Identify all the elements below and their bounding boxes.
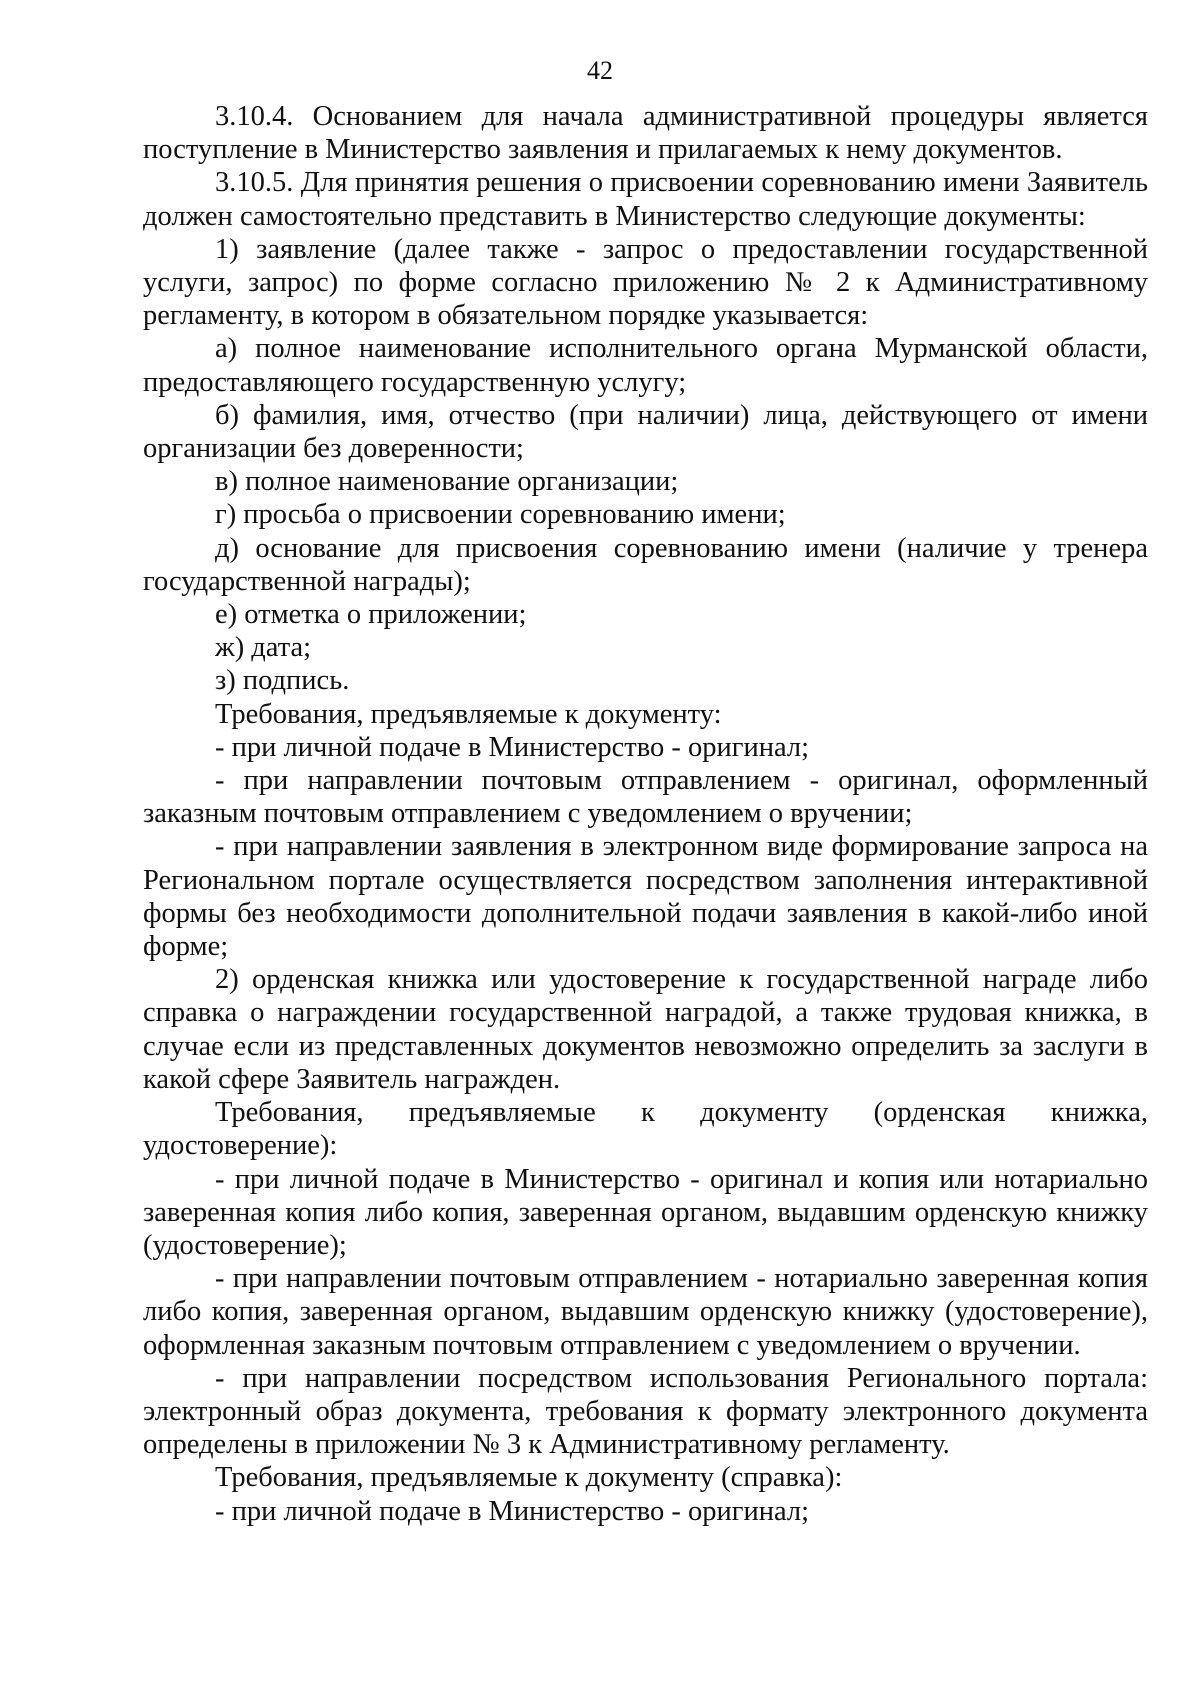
list-item-1-application: 1) заявление (далее также - запрос о предоставлении государственной услуги, запрос) по форме согласно приложению № 2 к Административному регламенту, в котором в обязательном порядке указывается: [143,233,1148,332]
page-number: 42 [587,56,613,85]
list-item-e: е) отметка о приложении; [215,599,527,631]
list-item-a: а) полное наименование исполнительного органа Мурманской области, предоставляющего государственную услугу; [143,333,1148,398]
list-item-g: г) просьба о присвоении соревнованию имени; [215,499,786,531]
requirement-award-portal: - при направлении посредством использования Регионального портала: электронный образ документа, требования к формату электронного документа определены в приложении № 3 к Административному регламенту. [143,1362,1148,1461]
requirement-in-person: - при личной подаче в Министерство - оригинал; [215,731,810,763]
paragraph-3-10-4: 3.10.4. Основанием для начала административной процедуры является поступление в Министерство заявления и прилагаемых к нему документов. [143,101,1148,166]
list-item-d: д) основание для присвоения соревнованию имени (наличие у тренера государственной награды); [143,532,1148,597]
requirement-award-in-person: - при личной подаче в Министерство - оригинал и копия или нотариально заверенная копия либо копия, заверенная органом, выдавшим орденскую книжку (удостоверение); [143,1163,1148,1261]
list-item-2-award-book: 2) орденская книжка или удостоверение к государственной награде либо справка о награждении государственной наградой, а также трудовая книжка, в случае если из представленных документов невозможно определить за заслуги в какой сфере Заявитель награжден. [143,964,1148,1095]
requirements-certificate-heading: Требования, предъявляемые к документу (справка): [215,1462,843,1494]
list-item-v: в) полное наименование организации; [215,466,679,498]
requirement-electronic: - при направлении заявления в электронном виде формирование запроса на Региональном портале осуществляется посредством заполнения интерактивной формы без необходимости дополнительной подачи заявления в какой-либо иной форме; [143,831,1148,963]
list-item-b: б) фамилия, имя, отчество (при наличии) лица, действующего от имени организации без доверенности; [143,399,1148,465]
paragraph-3-10-5: 3.10.5. Для принятия решения о присвоении соревнованию имени Заявитель должен самостоятельно представить в Министерство следующие документы: [143,167,1148,232]
requirements-award-book-heading: Требования, предъявляемые к документу (орденская книжка, удостоверение): [143,1097,1148,1162]
document-body [143,100,1148,1528]
list-item-z: з) подпись. [215,665,350,697]
requirement-certificate-in-person: - при личной подаче в Министерство - оригинал; [215,1495,810,1527]
requirement-award-by-mail: - при направлении почтовым отправлением - нотариально заверенная копия либо копия, заверенная органом, выдавшим орденскую книжку (удостоверение), оформленная заказным почтовым отправлением с уведомлением о вручении. [143,1263,1148,1361]
list-item-zh: ж) дата; [215,632,312,664]
requirements-heading: Требования, предъявляемые к документу: [215,698,722,730]
requirement-by-mail: - при направлении почтовым отправлением - оригинал, оформленный заказным почтовым отправлением с уведомлением о вручении; [143,765,1148,830]
